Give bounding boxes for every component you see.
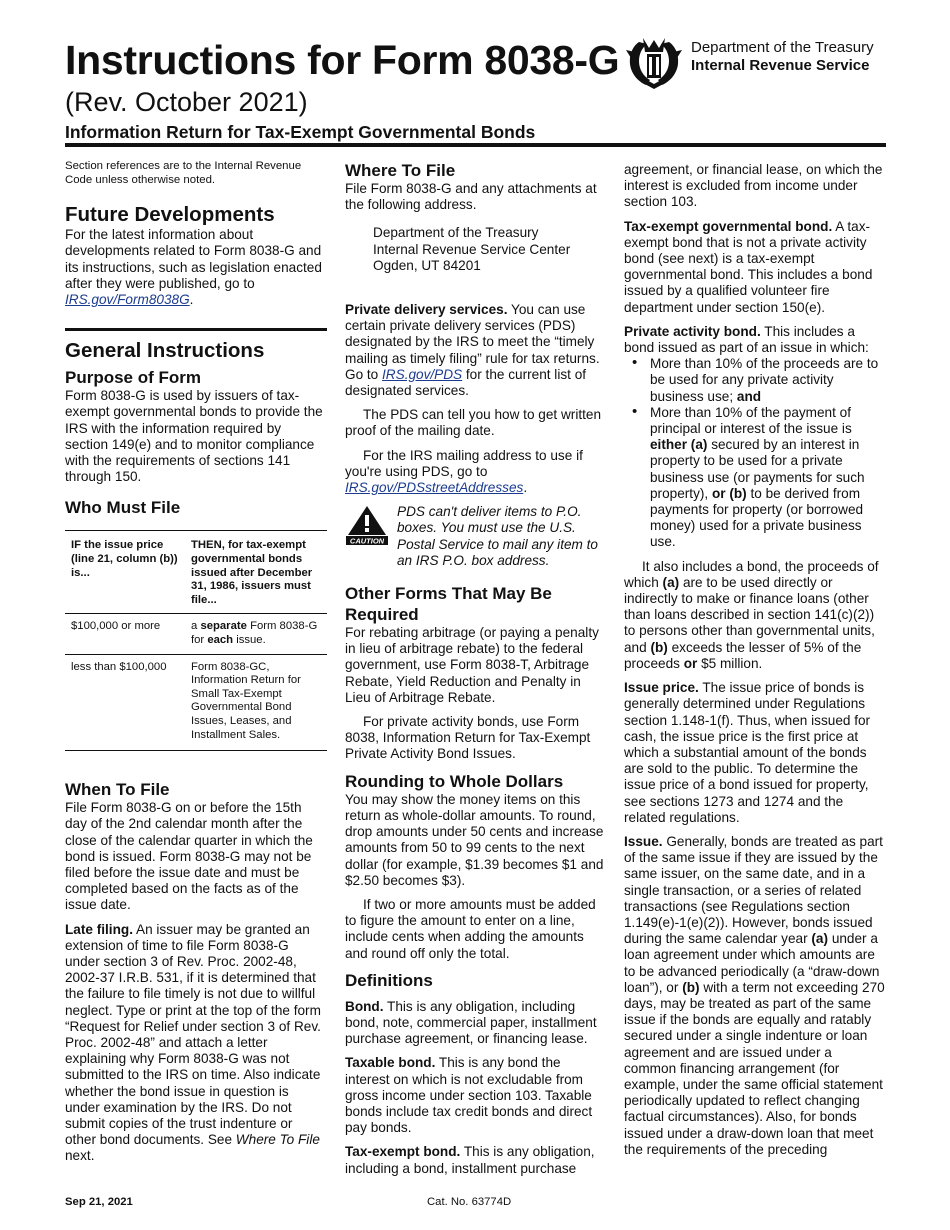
bond-text: This is any obligation, including bond, note, commercial paper, installment purchase agreement, or financing lease. [345, 998, 597, 1047]
list-item [650, 356, 886, 405]
section-references: Section references are to the Internal Revenue Code unless otherwise noted. [65, 160, 302, 186]
caution-text: PDS can't deliver items to P.O. boxes. You must use the U.S. Postal Service to mail any item to an IRS P.O. box address. [397, 504, 598, 568]
late-filing-label: Late filing. [65, 921, 133, 937]
tax-exempt-bond-label: Tax-exempt bond. [345, 1144, 461, 1160]
table-row [65, 654, 327, 751]
pds-text [345, 302, 607, 399]
section-divider [65, 328, 327, 331]
table-row [65, 614, 327, 654]
list-item [650, 405, 886, 551]
form8038g-link[interactable]: IRS.gov/Form8038G [65, 292, 190, 307]
pds-address-text: For the IRS mailing address to use if you're using PDS, go to IRS.gov/PDSstreetAddresses. [345, 447, 583, 496]
other-forms-text-2: For private activity bonds, use Form 8038, Information Return for Tax-Exempt Private Activity Bond Issues. [345, 714, 591, 762]
teg-label: Tax-exempt governmental bond. [624, 218, 833, 234]
rounding-heading: Rounding to Whole Dollars [345, 771, 564, 791]
late-italic: Where To File [235, 1132, 320, 1148]
also-text: are to be used directly or indirectly to make or finance loans (other than loans described in section 141(c)(2)) to persons other than governmental units, and [624, 574, 875, 655]
caution-note [345, 504, 607, 569]
column-1 [65, 160, 327, 1173]
other-forms-text-1: For rebating arbitrage (or paying a penalty in lieu of arbitrage rebate) to the federal government, use Form 8038-T, Arbitrage Rebate, Yield Reduction and Penalty in Lieu of Arbitrage Rebate. [345, 625, 599, 705]
also-includes-text [624, 559, 886, 672]
footer-date: Sep 21, 2021 [65, 1196, 133, 1208]
where-to-file-text: File Form 8038-G and any attachments at the following address. [345, 181, 597, 213]
future-text: For the latest information about developments related to Form 8038-G and its instructions, such as legislation enacted after they were published, go to [65, 227, 322, 291]
dept-line-irs: Internal Revenue Service [691, 57, 870, 74]
issue-definition [624, 834, 886, 1158]
when-to-file-heading: When To File [65, 780, 170, 800]
department-label [691, 39, 874, 75]
also-text: exceeds the lesser of 5% of the proceeds [624, 639, 862, 671]
where-to-file-heading: Where To File [345, 161, 456, 180]
bullet-text: More than 10% of the proceeds are to be used for any private activity business use; [650, 356, 879, 404]
future-developments-heading: Future Developments [65, 203, 275, 227]
bullet-text: to be derived from payments for property (or borrowed money) used for a private business use. [650, 485, 864, 550]
purpose-heading: Purpose of Form [65, 368, 202, 388]
header-rule [65, 143, 886, 147]
cell-bold: separate [200, 620, 247, 633]
issue-price-definition [624, 680, 886, 826]
taxable-bond-definition [345, 1055, 607, 1136]
future-developments-text: For the latest information about developments related to Form 8038-G and its instructions, such as legislation enacted after they were published, go to IRS.gov/Form8038G. [65, 227, 322, 307]
tax-exempt-bond-definition [345, 1144, 607, 1176]
purpose-text: Form 8038-G is used by issuers of tax-exempt governmental bonds to provide the IRS with the information required by section 149(e) and to monitor compliance with the requirements of sections 141 through 150. [65, 388, 323, 485]
issue-price-text: The issue price of bonds is generally determined under Regulations section 1.148-1(f). Thus, when issued for cash, the issue price is the first price at which a substantial amount of the bonds are sold to the public. To determine the issue price of a bond issued for property, see sections 1273 and 1274 and the related regulations. [624, 680, 871, 825]
when-to-file-text: File Form 8038-G on or before the 15th day of the 2nd calendar month after the close of the calendar quarter in which the bond is issued. Form 8038-G may not be filed before the issue date and must be completed based on the facts as of the issue date. [65, 800, 313, 913]
rounding-text-1: You may show the money items on this return as whole-dollar amounts. To round, drop amounts under 50 cents and increase amounts from 50 to 99 cents to the next dollar (for example, $1.39 becomes $1 and $2.50 becomes $3). [345, 791, 604, 888]
late-text: An issuer may be granted an extension of time to file Form 8038-G under section 3 of Rev. Proc. 2002-48, 2002-37 I.R.B. 531, if it is determined that the failure to file timely is not due to willful neglect. Type or print at the top of the form “Request for Relief under section 3 of Rev. Proc. 2002-48” and attach a letter explaining why Form 8038-G was not submitted to the IRS on time. Also indicate whether the bond issue in question is under examination by the IRS. Do not submit copies of the trust indenture or other bond documents. See [65, 921, 321, 1148]
late-end: next. [65, 1148, 95, 1164]
pds-street-addresses-link[interactable]: IRS.gov/PDSstreetAddresses [345, 480, 524, 496]
issue-bold: (a) [811, 931, 829, 947]
pds-proof-text: The PDS can tell you how to get written proof of the mailing date. [345, 407, 602, 439]
tax-exempt-governmental-bond-definition [624, 219, 886, 316]
table-cell-if: $100,000 or more [65, 614, 185, 654]
also-text: It also includes a bond, the proceeds of which [624, 558, 879, 590]
pds-body: You can use certain private delivery services (PDS) designated by the IRS to meet the “timely mailing as timely filing” rule for tax returns. Go to [345, 302, 600, 382]
pab-label: Private activity bond. [624, 323, 761, 339]
column-3 [624, 162, 886, 1166]
page-title: Instructions for Form 8038-G [65, 37, 620, 83]
table-cell-then [185, 614, 327, 654]
cell-text: issue. [236, 633, 266, 646]
late-filing-text [65, 922, 327, 1165]
issue-text: under a loan agreement under which amounts are to be advanced periodically (a “draw-down loan”), or [624, 931, 880, 995]
mailing-address [345, 225, 607, 274]
who-must-file-table [65, 530, 327, 751]
bullet-bold: and [736, 388, 762, 404]
issue-text: with a term not exceeding 270 days, may be treated as part of the same issue if the bonds are equally and ratably secured under a single indenture or loan agreement and are issued under a common financing arrangement (for example, under the same official statement periodically updated to reflect changing factual circumstances). Also, for bonds issued under a draw-down loan that meet the requirements of the preceding [624, 979, 885, 1157]
pds-link[interactable]: IRS.gov/PDS [382, 366, 463, 382]
issue-price-label: Issue price. [624, 680, 699, 696]
also-bold: (a) [662, 574, 680, 590]
caution-icon [345, 505, 389, 545]
pds-address-body: For the IRS mailing address to use if you're using PDS, go to [345, 447, 583, 479]
table-header-then: THEN, for tax-exempt governmental bonds issued after December 31, 1986, issuers must file... [185, 531, 327, 614]
catalog-number: Cat. No. 63774D [427, 1196, 512, 1208]
also-bold: or [683, 655, 698, 671]
private-activity-bond-definition [624, 324, 886, 356]
bond-label: Bond. [345, 998, 384, 1014]
taxable-bond-label: Taxable bond. [345, 1055, 436, 1071]
bullet-text: secured by an interest in property to be used for a private business use (or payments for such property), [650, 437, 865, 501]
bullet-bold: either (a) [650, 437, 708, 453]
irs-eagle-logo-icon [621, 32, 687, 90]
issue-bold: (b) [682, 979, 700, 995]
dept-line-treasury: Department of the Treasury [691, 39, 874, 56]
table-cell-if: less than $100,000 [65, 654, 185, 751]
table-header-row [65, 531, 327, 614]
issue-text: Generally, bonds are treated as part of the same issue if they are issued by the same issuer, on the same date, and in a single transaction, or a series of related transactions (see Regulations section 1.149(e)-1(e)(2)). However, bonds issued during the same calendar year [624, 833, 883, 947]
who-must-file-heading: Who Must File [65, 498, 181, 518]
bond-definition [345, 999, 607, 1048]
definitions-heading: Definitions [345, 970, 433, 990]
cell-bold: each [207, 633, 234, 646]
issue-label: Issue. [624, 833, 663, 849]
column-2 [345, 160, 607, 1185]
table-cell-then: Form 8038-GC, Information Return for Small Tax-Exempt Governmental Bond Issues, Leases, and Installment Sales. [185, 654, 327, 751]
address-line: Department of the Treasury [373, 225, 539, 241]
bullet-bold: or (b) [711, 485, 747, 501]
pds-body-2: for the current list of designated services. [345, 366, 587, 399]
continued-text: agreement, or financial lease, on which the interest is excluded from income under section 103. [624, 162, 883, 210]
bullet-text: More than 10% of the payment of principal or interest of the issue is [650, 404, 852, 437]
caution-label: CAUTION [349, 536, 385, 546]
table-header-if: IF the issue price (line 21, column (b)) is... [65, 531, 185, 614]
rounding-text-2: If two or more amounts must be added to figure the amount to enter on a line, include cents when adding the amounts and round off only the total. [345, 896, 596, 961]
form-subtitle: Information Return for Tax-Exempt Governmental Bonds [65, 122, 536, 142]
general-instructions-heading: General Instructions [65, 339, 265, 363]
pab-text: This includes a bond issued as part of an issue in which: [624, 323, 869, 356]
private-activity-list [624, 356, 886, 550]
also-bold: (b) [650, 639, 668, 655]
revision-date: (Rev. October 2021) [65, 87, 308, 117]
cell-text: Form 8038-G for [191, 620, 318, 646]
cell-text: a [191, 620, 198, 633]
also-text: $5 million. [701, 655, 763, 671]
taxable-bond-text: This is any bond the interest on which is not excludable from gross income under section 103. Taxable bonds include tax credit bonds and direct pay bonds. [345, 1055, 593, 1136]
pds-label: Private delivery services. [345, 302, 508, 318]
address-line: Internal Revenue Service Center [373, 241, 571, 257]
teg-text: A tax-exempt bond that is not a private activity bond (see next) is a tax-exempt governmental bond. This includes a bond issued by a qualified volunteer fire department under section 150(e). [624, 218, 873, 315]
other-forms-heading: Other Forms That May Be Required [345, 584, 552, 625]
address-line: Ogden, UT 84201 [373, 257, 481, 273]
tax-exempt-bond-text: This is any obligation, including a bond, installment purchase [345, 1144, 595, 1176]
